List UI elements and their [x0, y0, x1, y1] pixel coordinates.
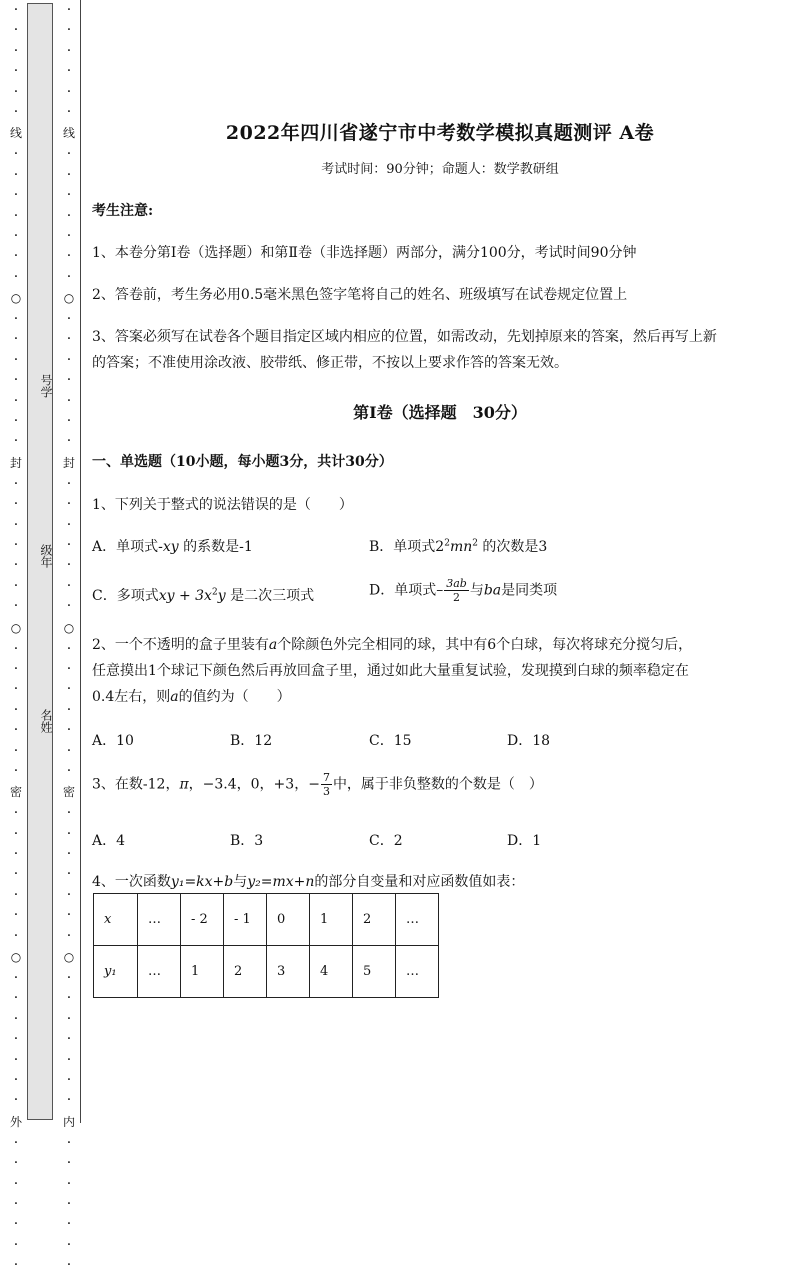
binding-dot: ·	[66, 598, 72, 615]
binding-dot: ·	[66, 866, 72, 883]
inner-marker: ○	[63, 620, 75, 635]
q4-table-cell: 2	[353, 894, 396, 946]
q4-table-cell: y₁	[94, 946, 138, 998]
outer-marker: 线	[10, 126, 23, 141]
binding-dot: ·	[13, 22, 19, 39]
notice-item-3: 3、答案必须写在试卷各个题目指定区域内相应的位置，如需改动，先划掉原来的答案，然后再写上新	[92, 329, 717, 345]
binding-dot: ·	[66, 433, 72, 450]
q3-stem-post: 中，属于非负整数的个数是（ ）	[332, 776, 543, 793]
binding-dot: ·	[66, 496, 72, 513]
binding-dot: ·	[66, 42, 72, 59]
notice-item-3-cont: 的答案；不准使用涂改液、胶带纸、修正带，不按以上要求作答的答案无效。	[92, 355, 568, 371]
q1-b-exp1: 2	[444, 538, 450, 549]
q1-a-prefix: A．单项式	[92, 539, 159, 555]
binding-dot: ·	[66, 577, 72, 594]
q4-table-cell: …	[396, 894, 439, 946]
q1-d-denominator: 2	[453, 591, 461, 604]
binding-dot: ·	[13, 372, 19, 389]
q3-option-d: D．1	[507, 833, 542, 849]
q3-stem	[92, 771, 543, 798]
q1-a-math: -xy	[158, 539, 179, 555]
q2-line-2: 任意摸出1个球记下颜色然后再放回盒子里，通过如此大量重复试验，发现摸到白球的频率稳定在	[92, 663, 689, 679]
q4-table-cell: 3	[267, 946, 310, 998]
binding-dot: ·	[66, 1134, 72, 1151]
inner-marker: 线	[63, 126, 76, 141]
q4-stem-mid: 与	[233, 874, 248, 890]
binding-dot: ·	[13, 1216, 19, 1233]
binding-dot: ·	[13, 536, 19, 553]
q4-value-table	[93, 893, 439, 998]
binding-dot: ·	[66, 207, 72, 224]
binding-dot: ·	[13, 825, 19, 842]
binding-dot: ·	[13, 207, 19, 224]
binding-dot: ·	[13, 1051, 19, 1068]
q1-a-suffix: 的系数是-1	[178, 539, 253, 555]
q1-b-vars: mn	[449, 539, 473, 555]
binding-dot: ·	[66, 1051, 72, 1068]
binding-dot: ·	[66, 805, 72, 822]
binding-dot: ·	[13, 496, 19, 513]
binding-dot: ·	[66, 331, 72, 348]
binding-dot: ·	[13, 681, 19, 698]
binding-dot: ·	[66, 742, 72, 759]
q1-c-suffix: 是二次三项式	[225, 588, 315, 604]
q1-c-exp: 2	[211, 587, 218, 598]
student-number-label: 号学	[39, 374, 53, 398]
binding-dot: ·	[66, 1010, 72, 1027]
binding-dot: ·	[66, 640, 72, 657]
notice-heading: 考生注意:	[92, 203, 154, 219]
binding-dot: ·	[66, 475, 72, 492]
binding-dot: ·	[13, 970, 19, 987]
binding-dot: ·	[66, 701, 72, 718]
q3-stem-mid: ，−3.4，0，+3，−	[188, 776, 320, 793]
q4-table-cell: 4	[310, 946, 353, 998]
binding-dot: ·	[66, 187, 72, 204]
binding-dot: ·	[13, 866, 19, 883]
q4-table-cell: 5	[353, 946, 396, 998]
q4-table-cell: - 2	[181, 894, 224, 946]
q1-d-math: ba	[483, 582, 502, 599]
binding-dot: ·	[66, 268, 72, 285]
binding-dot: ·	[66, 1195, 72, 1212]
q1-option-d	[369, 577, 557, 604]
part1-title: 第I卷（选择题 30分）	[353, 403, 527, 422]
binding-dot: ·	[13, 268, 19, 285]
binding-dot: ·	[13, 83, 19, 100]
binding-dot: ·	[13, 516, 19, 533]
inner-marker: ○	[63, 291, 75, 306]
binding-dot: ·	[66, 681, 72, 698]
binding-dot: ·	[66, 557, 72, 574]
q4-table-cell: - 1	[224, 894, 267, 946]
binding-dot: ·	[66, 1071, 72, 1088]
q1-c-math: xy + 3x	[158, 588, 212, 604]
binding-dot: ·	[13, 311, 19, 328]
binding-dot: ·	[66, 846, 72, 863]
q1-d-mid: 与	[469, 582, 484, 599]
q4-table-cell: 0	[267, 894, 310, 946]
q4-function-2: y₂=mx+n	[247, 874, 315, 890]
q1-d-fraction	[444, 577, 469, 604]
q3-option-c: C．2	[369, 833, 403, 849]
binding-dot: ·	[66, 907, 72, 924]
binding-dot: ·	[66, 886, 72, 903]
q2-line-3	[92, 686, 291, 706]
q1-b-suffix: 的次数是3	[477, 539, 548, 555]
binding-dot: ·	[66, 2, 72, 18]
binding-dot: ·	[66, 166, 72, 183]
binding-dot: ·	[13, 146, 19, 163]
q4-table-row	[94, 946, 439, 998]
q2-option-c: C．15	[369, 733, 412, 749]
binding-dot: ·	[66, 83, 72, 100]
binding-dot: ·	[66, 970, 72, 987]
binding-border-line	[80, 0, 81, 1123]
binding-dot: ·	[13, 187, 19, 204]
outer-marker: ○	[10, 950, 22, 965]
binding-dot: ·	[13, 1236, 19, 1253]
q2-line3-pre: 0.4左右，则	[92, 689, 171, 705]
outer-dot-column	[10, 0, 23, 1274]
binding-dot: ·	[66, 103, 72, 120]
binding-dot: ·	[66, 1175, 72, 1192]
q1-c-prefix: C．多项式	[92, 588, 159, 604]
binding-dot: ·	[66, 1257, 72, 1274]
q2-line-1	[92, 634, 692, 654]
binding-dot: ·	[13, 1071, 19, 1088]
binding-dot: ·	[66, 990, 72, 1007]
q4-table-row	[94, 894, 439, 946]
q1-option-b	[369, 536, 547, 556]
binding-dot: ·	[13, 846, 19, 863]
q4-table-cell: …	[396, 946, 439, 998]
outer-marker: 封	[10, 455, 23, 470]
q4-table-cell: …	[138, 946, 181, 998]
q1-c-math2: y	[217, 588, 226, 604]
binding-dot: ·	[13, 1155, 19, 1172]
inner-marker: 内	[63, 1114, 76, 1129]
binding-dot: ·	[66, 1155, 72, 1172]
q3-pi: π	[179, 776, 189, 793]
binding-dot: ·	[13, 598, 19, 615]
binding-dot: ·	[66, 825, 72, 842]
binding-dot: ·	[13, 660, 19, 677]
class-label: 级年	[39, 544, 53, 568]
binding-dot: ·	[13, 805, 19, 822]
binding-dot: ·	[13, 557, 19, 574]
q3-frac-denominator: 3	[322, 785, 330, 798]
q3-stem-pre: 3、在数-12，	[92, 776, 180, 793]
outer-marker: 密	[10, 785, 23, 800]
q4-table-cell: 1	[181, 946, 224, 998]
binding-dot: ·	[13, 392, 19, 409]
q3-option-b: B．3	[230, 833, 264, 849]
binding-dot: ·	[13, 990, 19, 1007]
binding-dot: ·	[13, 1031, 19, 1048]
binding-dot: ·	[13, 1257, 19, 1274]
q4-table-cell: …	[138, 894, 181, 946]
binding-dot: ·	[13, 1195, 19, 1212]
binding-dot: ·	[66, 227, 72, 244]
q4-stem-pre: 4、一次函数	[92, 874, 171, 890]
q1-stem: 1、下列关于整式的说法错误的是（ ）	[92, 497, 353, 513]
binding-dot: ·	[66, 413, 72, 430]
q3-frac-numerator: 7	[322, 771, 330, 784]
q4-table-cell: x	[94, 894, 138, 946]
q1-option-c	[92, 585, 314, 605]
q4-table-cell: 1	[310, 894, 353, 946]
binding-dot: ·	[13, 2, 19, 18]
notice-item-1: 1、本卷分第I卷（选择题）和第Ⅱ卷（非选择题）两部分，满分100分，考试时间90分钟	[92, 245, 637, 261]
q2-var-a-2: a	[170, 689, 179, 705]
binding-dot: ·	[13, 742, 19, 759]
q2-option-b: B．12	[230, 733, 273, 749]
binding-dot: ·	[66, 1092, 72, 1109]
binding-dot: ·	[13, 433, 19, 450]
binding-dot: ·	[13, 1010, 19, 1027]
notice-item-2: 2、答卷前，考生务必用0.5毫米黑色签字笔将自己的姓名、班级填写在试卷规定位置上	[92, 287, 628, 303]
binding-dot: ·	[13, 886, 19, 903]
inner-dot-column	[63, 0, 76, 1274]
name-label: 名姓	[39, 709, 53, 733]
q1-d-numerator: 3ab	[446, 577, 467, 590]
q2-option-a: A．10	[92, 733, 134, 749]
q3-option-a: A．4	[92, 833, 126, 849]
binding-dot: ·	[13, 42, 19, 59]
binding-dot: ·	[66, 660, 72, 677]
binding-dot: ·	[13, 413, 19, 430]
binding-dot: ·	[13, 927, 19, 944]
binding-dot: ·	[66, 536, 72, 553]
binding-dot: ·	[13, 701, 19, 718]
q1-d-prefix: D．单项式–	[369, 582, 444, 599]
binding-dot: ·	[13, 248, 19, 265]
binding-dot: ·	[66, 248, 72, 265]
exam-info: 考试时间：90分钟；命题人：数学教研组	[321, 162, 559, 177]
binding-dot: ·	[66, 372, 72, 389]
binding-dot: ·	[66, 63, 72, 80]
outer-marker: ○	[10, 620, 22, 635]
binding-dot: ·	[66, 22, 72, 39]
inner-marker: 封	[63, 455, 76, 470]
q1-b-exp2: 2	[472, 538, 478, 549]
q1-b-prefix: B．单项式	[369, 539, 436, 555]
binding-dot: ·	[66, 762, 72, 779]
q2-line1-post: 个除颜色外完全相同的球，其中有6个白球，每次将球充分搅匀后，	[277, 637, 693, 653]
binding-dot: ·	[13, 640, 19, 657]
binding-dot: ·	[13, 1175, 19, 1192]
q3-fraction	[321, 771, 332, 798]
inner-marker: 密	[63, 785, 76, 800]
q1-option-a	[92, 536, 253, 556]
inner-marker: ○	[63, 950, 75, 965]
binding-dot: ·	[66, 1216, 72, 1233]
binding-dot: ·	[66, 722, 72, 739]
binding-dot: ·	[13, 907, 19, 924]
q4-stem	[92, 871, 524, 891]
binding-dot: ·	[13, 166, 19, 183]
q4-function-1: y₁=kx+b	[170, 874, 234, 890]
binding-dot: ·	[66, 516, 72, 533]
q2-option-d: D．18	[507, 733, 551, 749]
binding-dot: ·	[66, 927, 72, 944]
q4-stem-post: 的部分自变量和对应函数值如表：	[314, 874, 525, 890]
binding-strip	[27, 3, 53, 1120]
q1-b-coef: 2	[435, 539, 445, 555]
q2-line1-pre: 2、一个不透明的盒子里装有	[92, 637, 269, 653]
binding-dot: ·	[13, 1134, 19, 1151]
binding-dot: ·	[13, 103, 19, 120]
q4-table-cell: 2	[224, 946, 267, 998]
binding-dot: ·	[66, 392, 72, 409]
q1-d-suffix: 是同类项	[501, 582, 558, 599]
binding-dot: ·	[13, 1092, 19, 1109]
binding-dot: ·	[13, 227, 19, 244]
binding-dot: ·	[66, 1031, 72, 1048]
q2-var-a: a	[268, 637, 278, 653]
outer-marker: ○	[10, 291, 22, 306]
binding-dot: ·	[13, 63, 19, 80]
binding-dot: ·	[66, 146, 72, 163]
binding-dot: ·	[13, 577, 19, 594]
binding-dot: ·	[13, 331, 19, 348]
binding-dot: ·	[66, 351, 72, 368]
binding-dot: ·	[66, 311, 72, 328]
binding-dot: ·	[13, 475, 19, 492]
q2-line3-post: 的值约为（ ）	[178, 689, 291, 705]
outer-marker: 外	[10, 1114, 23, 1129]
section-heading: 一、单选题（10小题，每小题3分，共计30分）	[92, 454, 393, 470]
binding-dot: ·	[13, 722, 19, 739]
binding-dot: ·	[13, 762, 19, 779]
binding-dot: ·	[66, 1236, 72, 1253]
page-title: 2022年四川省遂宁市中考数学模拟真题测评 A卷	[225, 122, 655, 144]
binding-dot: ·	[13, 351, 19, 368]
